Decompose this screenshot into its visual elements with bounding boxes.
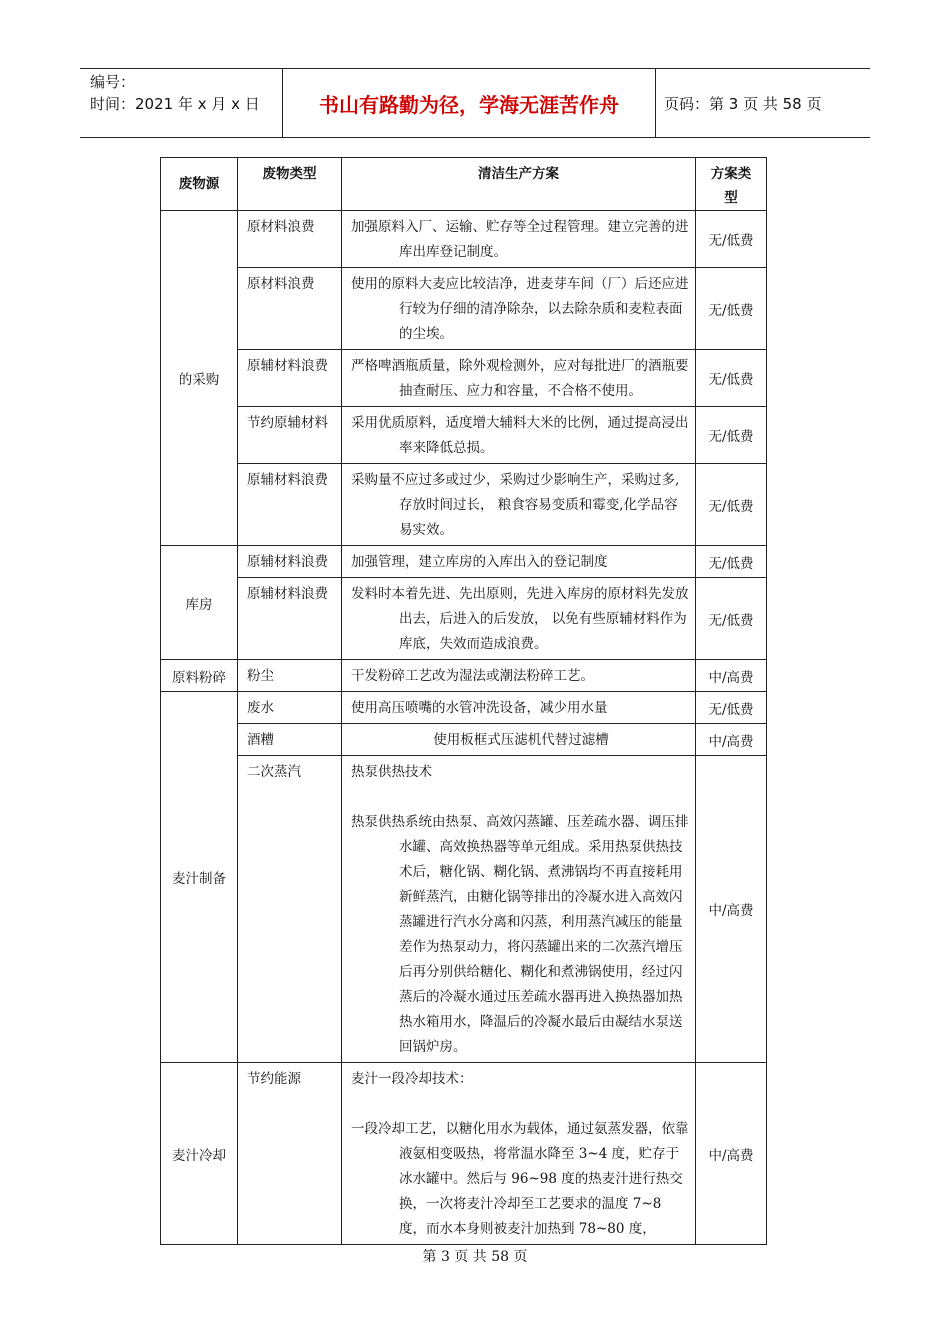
waste-type-cell: 原辅材料浪费 [238, 350, 342, 407]
header-page-info: 页码：第 3 页 共 58 页 [664, 94, 822, 113]
col-header-kind-line2: 型 [724, 190, 738, 206]
table-body [161, 211, 767, 1245]
plan-kind-cell: 中/高费 [696, 1063, 767, 1245]
plan-kind-cell: 中/高费 [696, 724, 767, 756]
waste-type-cell: 酒糟 [238, 724, 342, 756]
col-header-kind-line1: 方案类 [710, 166, 752, 182]
table-row [161, 756, 767, 1063]
plan-paragraph: 加强原料入厂、运输、贮存等全过程管理。建立完善的进库出库登记制度。 [351, 219, 689, 260]
waste-type-cell: 粉尘 [238, 660, 342, 692]
table-row [161, 464, 767, 546]
plan-paragraph: 发料时本着先进、先出原则，先进入库房的原材料先发放出去，后进入的后发放， 以免有些原辅材料作为库底，失效而造成浪费。 [351, 586, 689, 652]
table-row [161, 578, 767, 660]
table-header-row [161, 158, 767, 211]
waste-type-cell: 原辅材料浪费 [238, 464, 342, 546]
plan-kind-cell: 无/低费 [696, 211, 767, 268]
col-header-type: 废物类型 [238, 158, 342, 211]
waste-type-cell: 二次蒸汽 [238, 756, 342, 1063]
table-row [161, 660, 767, 692]
plan-paragraph: 热泵供热系统由热泵、高效闪蒸罐、压差疏水器、调压排水罐、高效换热器等单元组成。采用热泵供热技术后，糖化锅、糊化锅、煮沸锅均不再直接耗用新鲜蒸汽，由糖化锅等排出的冷凝水进入高效闪蒸罐进行汽水分离和闪蒸，利用蒸汽减压的能量差作为热泵动力，将闪蒸罐出来的二次蒸汽增压后再分别供给糖化、糊化和煮沸锅使用，经过闪蒸后的冷凝水通过压差疏水器再进入换热器加热热水箱用水，降温后的冷凝水最后由凝结水泵送回锅炉房。 [351, 814, 689, 1055]
plan-paragraph: 热泵供热技术 [351, 764, 432, 780]
plan-kind-cell: 无/低费 [696, 268, 767, 350]
plan-kind-cell: 无/低费 [696, 407, 767, 464]
plan-kind-cell: 无/低费 [696, 692, 767, 724]
plan-paragraph: 使用高压喷嘴的水管冲洗设备，减少用水量 [351, 700, 608, 716]
col-header-kind [696, 158, 767, 211]
header-meta [80, 69, 283, 137]
page-footer: 第 3 页 共 58 页 [422, 1249, 528, 1265]
waste-type-cell: 原辅材料浪费 [238, 578, 342, 660]
waste-source-cell: 的采购 [161, 211, 238, 546]
plan-paragraph: 加强管理，建立库房的入库出入的登记制度 [351, 554, 608, 570]
plan-paragraph: 干发粉碎工艺改为湿法或潮法粉碎工艺。 [351, 668, 594, 684]
plan-paragraph: 麦汁一段冷却技术： [351, 1071, 473, 1087]
waste-type-cell: 废水 [238, 692, 342, 724]
page-header [80, 68, 870, 138]
plan-paragraph: 采购量不应过多或过少，采购过少影响生产，采购过多,存放时间过长， 粮食容易变质和霉变,化学品容易实效。 [351, 472, 680, 538]
table-row [161, 211, 767, 268]
plan-paragraph: 使用的原料大麦应比较洁净，进麦芽车间（厂）后还应进行较为仔细的清净除杂，以去除杂质和麦粒表面的尘埃。 [351, 276, 689, 342]
plan-cell [342, 578, 696, 660]
table-row [161, 692, 767, 724]
waste-source-cell: 麦汁冷却 [161, 1063, 238, 1245]
col-header-source: 废物源 [161, 158, 238, 211]
waste-source-cell: 麦汁制备 [161, 692, 238, 1063]
plan-cell [342, 464, 696, 546]
plan-cell [342, 546, 696, 578]
waste-type-cell: 原辅材料浪费 [238, 546, 342, 578]
plan-kind-cell: 无/低费 [696, 578, 767, 660]
paragraph-gap [351, 785, 691, 810]
plan-kind-cell: 无/低费 [696, 546, 767, 578]
plan-cell [342, 692, 696, 724]
waste-type-cell: 原材料浪费 [238, 268, 342, 350]
plan-kind-cell: 中/高费 [696, 756, 767, 1063]
doc-number-label: 编号： [90, 73, 136, 91]
plan-cell [342, 1063, 696, 1245]
plan-cell [342, 211, 696, 268]
plan-kind-cell: 无/低费 [696, 350, 767, 407]
table-row [161, 407, 767, 464]
waste-source-cell: 原料粉碎 [161, 660, 238, 692]
clean-production-table [160, 157, 767, 1245]
plan-cell [342, 660, 696, 692]
waste-source-cell: 库房 [161, 546, 238, 660]
plan-cell [342, 407, 696, 464]
paragraph-gap [351, 1092, 691, 1117]
plan-cell [342, 724, 696, 756]
table-row [161, 1063, 767, 1245]
plan-cell [342, 350, 696, 407]
table-row [161, 724, 767, 756]
header-motto: 书山有路勤为径，学海无涯苦作舟 [283, 69, 656, 137]
plan-paragraph: 使用板框式压滤机代替过滤槽 [433, 732, 609, 748]
waste-type-cell: 原材料浪费 [238, 211, 342, 268]
plan-cell [342, 268, 696, 350]
time-label: 时间：2021 年 x 月 x 日 [90, 95, 260, 113]
plan-paragraph: 严格啤酒瓶质量，除外观检测外，应对每批进厂的酒瓶要抽查耐压、应力和容量，不合格不使用。 [351, 358, 689, 399]
waste-type-cell: 节约能源 [238, 1063, 342, 1245]
table-row [161, 546, 767, 578]
table-row [161, 350, 767, 407]
waste-type-cell: 节约原辅材料 [238, 407, 342, 464]
plan-kind-cell: 中/高费 [696, 660, 767, 692]
plan-cell [342, 756, 696, 1063]
table-row [161, 268, 767, 350]
plan-kind-cell: 无/低费 [696, 464, 767, 546]
plan-paragraph: 一段冷却工艺，以糖化用水为载体，通过氨蒸发器，依靠液氨相变吸热，将常温水降至 3~4 度，贮存于冰水罐中。然后与 96~98 度的热麦汁进行热交换，一次将麦汁冷却至工艺要求的温度 7~8 度，而水本身则被麦汁加热到 78~80 度， [351, 1121, 689, 1237]
plan-paragraph: 采用优质原料，适度增大辅料大米的比例，通过提高浸出率来降低总损。 [351, 415, 689, 456]
col-header-plan: 清洁生产方案 [342, 158, 696, 211]
